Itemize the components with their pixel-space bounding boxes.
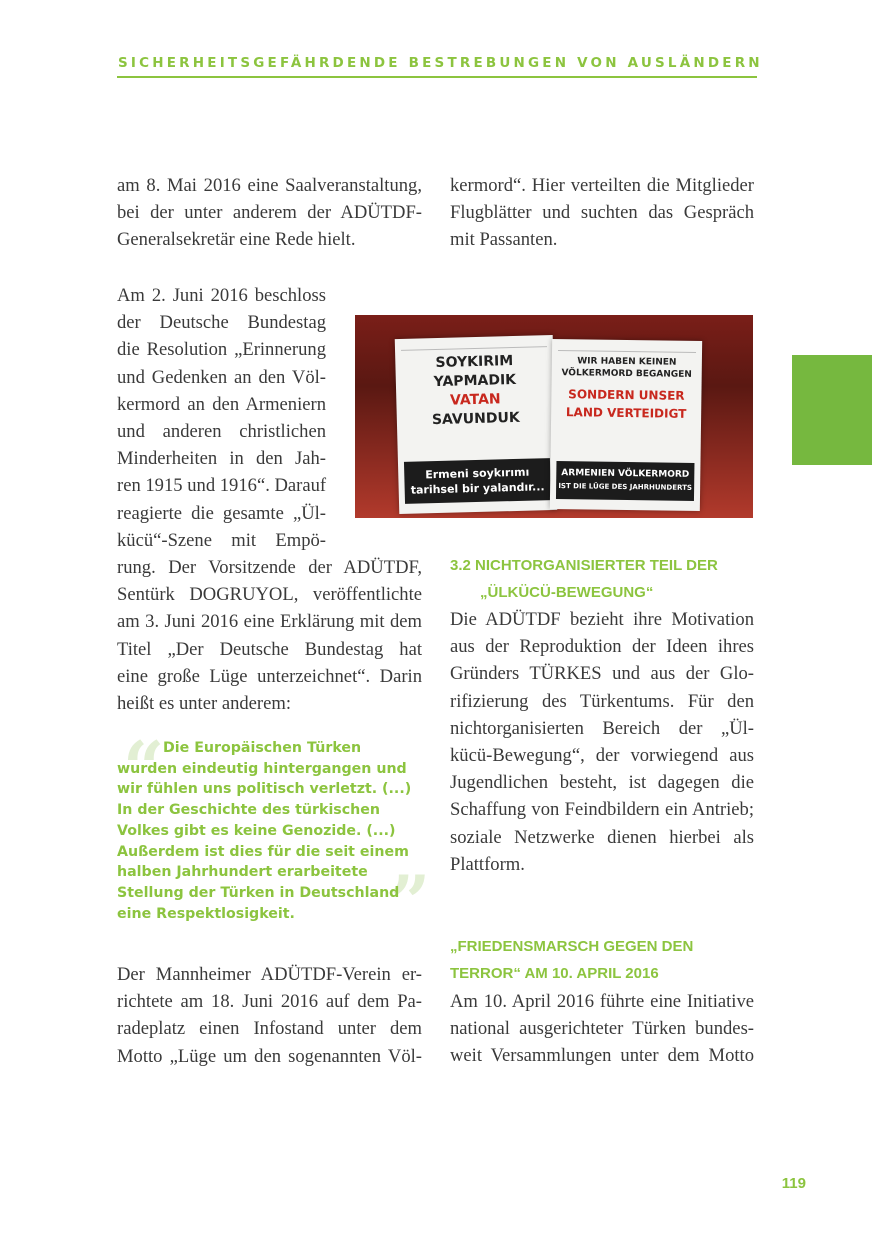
banner-text: Ermeni soykırımı	[425, 465, 530, 482]
banner-card-turkish	[395, 335, 558, 514]
text-line: die Resolution „Erinnerung	[117, 339, 326, 361]
text-line: radeplatz einen Infostand unter dem	[117, 1018, 422, 1040]
block-quote	[117, 725, 431, 944]
text-line: kermord“. Hier verteilten die Mitglieder	[450, 175, 754, 196]
subsection-heading	[450, 933, 693, 987]
left-paragraph-2-wide	[117, 554, 422, 717]
banner-text: WIR HABEN KEINEN	[577, 356, 677, 368]
right-paragraph-2	[450, 606, 754, 878]
text-line: Gründers TÜRKES und aus der Glo-	[450, 663, 754, 685]
text-line: Motto „Lüge um den sogenannten Völ-	[117, 1045, 422, 1067]
banner-card-german	[550, 339, 702, 511]
text-line: und Gedenken an den Völ-	[117, 366, 326, 388]
left-paragraph-2-narrow	[117, 282, 326, 554]
page-number: 119	[781, 1175, 806, 1192]
quote-line: Stellung der Türken in Deutschland	[117, 884, 400, 901]
text-line: kücü-Bewegung“, der vorwiegend aus	[450, 745, 754, 767]
text-line: richtete am 18. Juni 2016 auf dem Pa-	[117, 991, 422, 1013]
text-line: und anderen christlichen	[117, 421, 326, 443]
chapter-tab-marker	[792, 355, 872, 465]
text-line: nichtorganisierten Bereich der „Ül-	[450, 717, 754, 739]
card-header-strip	[401, 339, 547, 351]
text-line: soziale Netzwerke dienen hierbei als	[450, 826, 754, 848]
banner-text: SAVUNDUK	[431, 409, 520, 429]
text-line: am 8. Mai 2016 eine Saalveranstaltung,	[117, 175, 422, 196]
quote-line: wir fühlen uns politisch verletzt. (...)	[117, 781, 412, 798]
card-header-strip	[558, 343, 696, 353]
text-line: mit Passanten.	[450, 229, 558, 251]
quote-line: eine Respektlosigkeit.	[117, 905, 295, 922]
text-line: Flugblätter und suchten das Gespräch	[450, 202, 754, 224]
text-line: ren 1915 und 1916“. Darauf	[117, 475, 327, 497]
text-line: reagierte die gesamte „Ül-	[117, 502, 326, 524]
heading-line: TERROR“ AM 10. APRIL 2016	[450, 965, 659, 982]
banner-text: SOYKIRIM	[435, 353, 514, 372]
quote-line: Volkes gibt es keine Genozide. (...)	[117, 822, 396, 839]
heading-line: „FRIEDENSMARSCH GEGEN DEN	[450, 938, 694, 955]
text-line: Plattform.	[450, 853, 525, 875]
text-line: am 3. Juni 2016 eine Erklärung mit dem	[117, 611, 422, 633]
running-title: SICHERHEITSGEFÄHRDENDE BESTREBUNGEN VON AUSLÄNDERN	[118, 55, 763, 71]
text-line: bei der unter anderem der ADÜTDF-	[117, 202, 422, 224]
open-quote-mark: “	[123, 725, 165, 810]
text-line: rung. Der Vorsitzende der ADÜTDF,	[117, 557, 422, 578]
banner-text: IST DIE LÜGE DES JAHRHUNDERTS	[558, 482, 692, 492]
text-line: national ausgerichteter Türken bundes-	[450, 1018, 754, 1040]
text-line: Der Mannheimer ADÜTDF-Verein er-	[117, 964, 422, 985]
text-line: kermord an den Armeniern	[117, 393, 326, 415]
text-line: Generalsekretär eine Rede hielt.	[117, 229, 356, 251]
header-rule	[117, 76, 757, 78]
banner-photo	[355, 315, 753, 518]
banner-text: VÖLKERMORD BEGANGEN	[561, 368, 692, 380]
text-line: weit Versammlungen unter dem Motto	[450, 1045, 754, 1067]
text-line: der Deutsche Bundestag	[117, 312, 326, 334]
quote-line: Außerdem ist dies für die seit einem	[117, 843, 409, 860]
text-line: Sentürk DOGRUYOL, veröffentlichte	[117, 584, 422, 606]
quote-line: wurden eindeutig hintergangen und	[117, 760, 407, 777]
text-line: kücü“-Szene mit Empö-	[117, 529, 326, 551]
banner-text: LAND VERTEIDIGT	[565, 405, 687, 421]
text-line: Jugendlichen besteht, ist dagegen die	[450, 772, 754, 794]
text-line: Am 2. Juni 2016 beschloss	[117, 285, 326, 306]
left-paragraph-3	[117, 961, 422, 1070]
text-line: Am 10. April 2016 führte eine Initiative	[450, 991, 754, 1012]
banner-text: tarihsel bir yalandır...	[410, 480, 545, 497]
text-line: Minderheiten in den Jah-	[117, 448, 326, 470]
text-line: eine große Lüge unterzeichnet“. Darin	[117, 665, 422, 687]
text-line: Schaffung von Feindbildern ein Antrieb;	[450, 799, 754, 821]
quote-line: Die Europäischen Türken	[163, 740, 362, 756]
right-paragraph-1	[450, 172, 754, 254]
text-line: Titel „Der Deutsche Bundestag hat	[117, 638, 422, 660]
banner-dark-box	[556, 461, 695, 501]
close-quote-mark: ”	[389, 859, 431, 944]
banner-text: VATAN	[449, 391, 501, 409]
quote-line: In der Geschichte des türkischen	[117, 802, 380, 819]
left-paragraph-1	[117, 172, 422, 254]
heading-line: 3.2 NICHTORGANISIERTER TEIL DER	[450, 557, 718, 574]
text-line: Die ADÜTDF bezieht ihre Motivation	[450, 609, 754, 630]
banner-text: YAPMADIK	[433, 371, 517, 391]
text-line: rifizierung des Türkentums. Für den	[450, 690, 754, 712]
section-heading	[450, 552, 718, 606]
text-line: heißt es unter anderem:	[117, 693, 291, 715]
text-line: aus der Reproduktion der Ideen ihres	[450, 636, 754, 658]
banner-dark-box	[404, 458, 551, 504]
quote-line: halben Jahrhundert erarbeitete	[117, 864, 368, 881]
banner-text: SONDERN UNSER	[568, 387, 685, 403]
heading-line: „ÜLKÜCÜ-BEWEGUNG“	[480, 584, 654, 601]
banner-text: ARMENIEN VÖLKERMORD	[561, 468, 690, 480]
right-paragraph-3	[450, 988, 754, 1070]
